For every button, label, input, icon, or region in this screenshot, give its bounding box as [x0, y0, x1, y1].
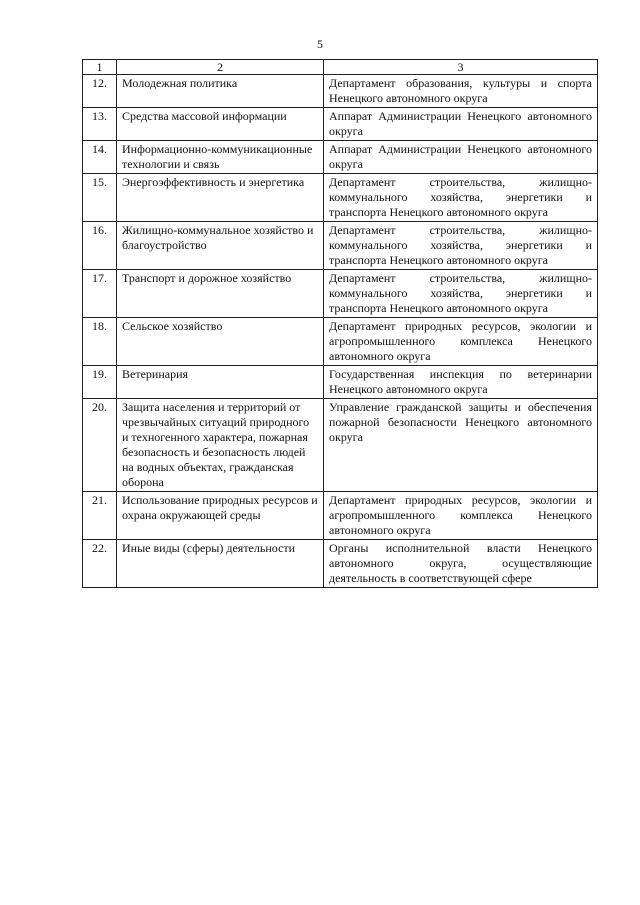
- table-body: [83, 60, 598, 588]
- activity-area-cell: Информационно-коммуникационные технологии и связь: [117, 141, 324, 174]
- table-row: [83, 366, 598, 399]
- activity-area-cell: Сельское хозяйство: [117, 318, 324, 366]
- responsible-body-cell: Департамент природных ресурсов, экологии и агропромышленного комплекса Ненецкого автономного округа: [324, 318, 598, 366]
- row-number-cell: 22.: [83, 540, 117, 588]
- responsible-body-cell: Управление гражданской защиты и обеспечения пожарной безопасности Ненецкого автономного округа: [324, 399, 598, 492]
- row-number-cell: 16.: [83, 222, 117, 270]
- row-number-cell: 14.: [83, 141, 117, 174]
- row-number-cell: 19.: [83, 366, 117, 399]
- table-header-row: [83, 60, 598, 75]
- header-cell-1: 1: [83, 60, 117, 75]
- table-row: [83, 108, 598, 141]
- table-row: [83, 399, 598, 492]
- activity-area-cell: Защита населения и территорий от чрезвычайных ситуаций природного и техногенного характера, пожарная безопасность и безопасность людей на водных объектах, гражданская оборона: [117, 399, 324, 492]
- responsible-body-cell: Аппарат Администрации Ненецкого автономного округа: [324, 141, 598, 174]
- responsible-body-cell: Аппарат Администрации Ненецкого автономного округа: [324, 108, 598, 141]
- activity-area-cell: Средства массовой информации: [117, 108, 324, 141]
- row-number-cell: 17.: [83, 270, 117, 318]
- responsible-body-cell: Департамент образования, культуры и спорта Ненецкого автономного округа: [324, 75, 598, 108]
- activity-area-cell: Иные виды (сферы) деятельности: [117, 540, 324, 588]
- responsible-body-cell: Департамент природных ресурсов, экологии и агропромышленного комплекса Ненецкого автономного округа: [324, 492, 598, 540]
- table-row: [83, 141, 598, 174]
- responsible-body-cell: Департамент строительства, жилищно-коммунального хозяйства, энергетики и транспорта Ненецкого автономного округа: [324, 270, 598, 318]
- activity-area-cell: Молодежная политика: [117, 75, 324, 108]
- activity-area-cell: Энергоэффективность и энергетика: [117, 174, 324, 222]
- page-number: 5: [317, 37, 323, 51]
- row-number-cell: 12.: [83, 75, 117, 108]
- header-cell-2: 2: [117, 60, 324, 75]
- responsible-body-cell: Департамент строительства, жилищно-коммунального хозяйства, энергетики и транспорта Ненецкого автономного округа: [324, 174, 598, 222]
- responsible-body-cell: Государственная инспекция по ветеринарии Ненецкого автономного округа: [324, 366, 598, 399]
- responsible-body-cell: Органы исполнительной власти Ненецкого автономного округа, осуществляющие деятельность в соответствующей сфере: [324, 540, 598, 588]
- table-row: [83, 540, 598, 588]
- activity-area-cell: Жилищно-коммунальное хозяйство и благоустройство: [117, 222, 324, 270]
- table-row: [83, 75, 598, 108]
- row-number-cell: 20.: [83, 399, 117, 492]
- table-row: [83, 318, 598, 366]
- row-number-cell: 18.: [83, 318, 117, 366]
- responsibility-table: [82, 59, 598, 588]
- table-row: [83, 174, 598, 222]
- responsible-body-cell: Департамент строительства, жилищно-коммунального хозяйства, энергетики и транспорта Ненецкого автономного округа: [324, 222, 598, 270]
- activity-area-cell: Использование природных ресурсов и охрана окружающей среды: [117, 492, 324, 540]
- activity-area-cell: Ветеринария: [117, 366, 324, 399]
- row-number-cell: 21.: [83, 492, 117, 540]
- row-number-cell: 13.: [83, 108, 117, 141]
- header-cell-3: 3: [324, 60, 598, 75]
- table-row: [83, 270, 598, 318]
- table-row: [83, 492, 598, 540]
- activity-area-cell: Транспорт и дорожное хозяйство: [117, 270, 324, 318]
- row-number-cell: 15.: [83, 174, 117, 222]
- table-row: [83, 222, 598, 270]
